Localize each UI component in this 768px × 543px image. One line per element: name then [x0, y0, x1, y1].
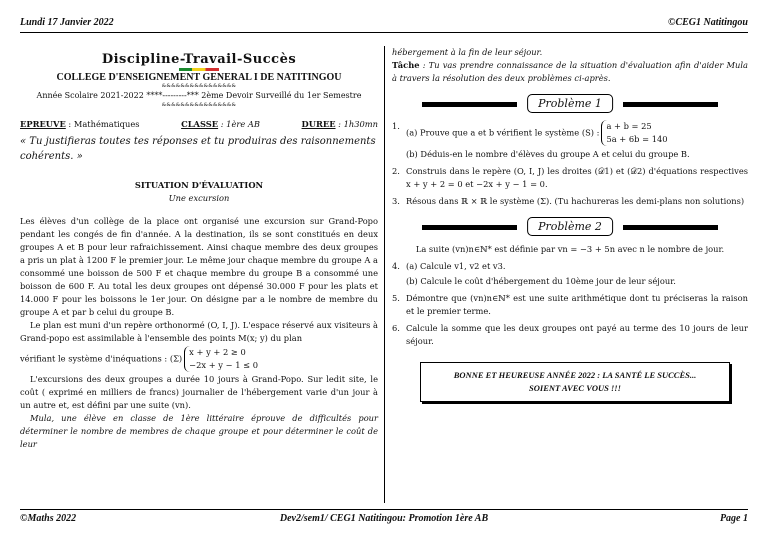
epreuve: EPREUVE : Mathématiques	[20, 119, 140, 129]
situation-title: SITUATION D'ÉVALUATION	[134, 180, 264, 190]
question-5: 5. Démontre que (vn)n∈ℕ* est une suite arithmétique dont tu préciseras la raison et le premier terme.	[392, 293, 748, 316]
flag-icon	[179, 68, 219, 71]
separator-ampersands-2: &&&&&&&&&&&&&&&&	[161, 102, 237, 108]
left-column	[20, 46, 378, 503]
question-6: 6. Calcule la somme que les deux groupes ont payé au terme des 10 jours de leur séjour.	[392, 323, 748, 346]
footer-left: ©Maths 2022	[20, 513, 77, 524]
task-text: Tâche : Tu vas prendre connaissance de la situation d'évaluation afin d'aider Mula à travers la résolution des deux problèmes ci-après.	[392, 60, 748, 83]
duree: DUREE : 1h30mn	[301, 119, 378, 129]
school-motto: Discipline-Travail-Succès	[101, 52, 297, 67]
problem-1-banner	[392, 94, 748, 114]
situation-paragraph-3: L'excursions des deux groupes a durée 10 jours à Grand-Popo. Sur ledit site, le coût ( exprimé en milliers de francs) journalier de l'hébergement varie d'un jour à un autre et, est défini par une suite (vn).	[20, 374, 378, 410]
inequality-system: x + y + 2 ≥ 0 −2x + y − 1 ≤ 0	[184, 346, 258, 372]
page-footer	[20, 509, 748, 525]
situation-paragraph-4: Mula, une élève en classe de 1ère littéraire éprouve de difficultés pour déterminer le nombre de membres de chaque groupe et pour déterminer le coût de leur	[20, 413, 378, 449]
column-divider	[384, 46, 385, 503]
classe: CLASSE : 1ère AB	[181, 119, 260, 129]
footer-center: Dev2/sem1/ CEG1 Natitingou: Promotion 1ère AB	[279, 513, 489, 524]
instruction: « Tu justifieras toutes tes réponses et tu produiras des raisonnements cohérents. »	[20, 136, 376, 162]
problem-2-title: Problème 2	[527, 217, 613, 236]
situation-paragraph-1: Les élèves d'un collège de la place ont organisé une excursion sur Grand-Popo pendant les congés de fin d'année. A la destination, ils se sont constitués en deux groupes A et B pour leur rafraichissement. Ainsi chaque membre des deux groupes a pris un plat à 1200 F le premier jour. Le même jour chaque membre du groupe A a consommé une boisson de 500 F et chaque membre du groupe B a consommé une boisson de 600 F. Au total les deux groupes ont dépensé 30.000 F pour les plats et 14.000 F pour les boissons le 1er jour. On désigne par a le nombre de membre du groupe A et par b celui du groupe B.	[20, 216, 378, 317]
exam-info-row	[20, 118, 378, 131]
question-1b: (b) Déduis-en le nombre d'élèves du groupe A et celui du groupe B.	[406, 149, 690, 159]
system-line: vérifiant le système d'inéquations : (Σ)x + y + 2 ≥ 0 −2x + y − 1 ≤ 0	[20, 347, 259, 370]
problem-1-title: Problème 1	[527, 94, 613, 113]
separator-ampersands: &&&&&&&&&&&&&&&&	[161, 83, 237, 89]
sequence-definition: La suite (vn)n∈ℕ* est définie par vn = −3 + 5n avec n le nombre de jour.	[415, 244, 725, 254]
right-column	[392, 46, 748, 503]
header-copyright: ©CEG1 Natitingou	[668, 17, 748, 28]
question-3: 3. Résous dans ℝ × ℝ le système (Σ). (Tu hachureras les demi-plans non solutions)	[392, 196, 745, 206]
situation-subtitle: Une excursion	[168, 193, 230, 203]
school-year-line: Année Scolaire 2021-2022 ****---------*** 2ème Devoir Surveillé du 1er Semestre	[36, 91, 362, 100]
page-header	[20, 17, 748, 33]
continuation-text: hébergement à la fin de leur séjour.	[392, 47, 543, 57]
page-number: Page 1	[719, 513, 748, 524]
equation-system: a + b = 25 5a + 6b = 140	[601, 120, 667, 146]
header-date: Lundi 17 Janvier 2022	[20, 17, 114, 28]
question-1a: 1. (a) Prouve que a et b vérifient le système (S) :a + b = 25 5a + 6b = 140	[392, 121, 668, 144]
question-4a: 4. (a) Calcule v1, v2 et v3.	[392, 261, 506, 271]
question-4b: (b) Calcule le coût d'hébergement du 10ème jour de leur séjour.	[406, 276, 676, 286]
new-year-wishes-box: BONNE ET HEUREUSE ANNÉE 2022 : LA SANTÉ LE SUCCÈS... SOIENT AVEC VOUS !!!	[420, 362, 730, 402]
problem-2-banner	[392, 217, 748, 237]
college-name: COLLEGE D'ENSEIGNEMENT GENERAL I DE NATITINGOU	[56, 72, 342, 83]
question-2: 2. Construis dans le repère (O, I, J) les droites (𝒟1) et (𝒟2) d'équations respectives x + y + 2 = 0 et −2x + y − 1 = 0.	[392, 166, 748, 189]
situation-paragraph-2: Le plan est muni d'un repère orthonormé (O, I, J). L'espace réservé aux visiteurs à Grand-popo est assimilable à l'ensemble des points M(x; y) du plan	[20, 320, 378, 343]
